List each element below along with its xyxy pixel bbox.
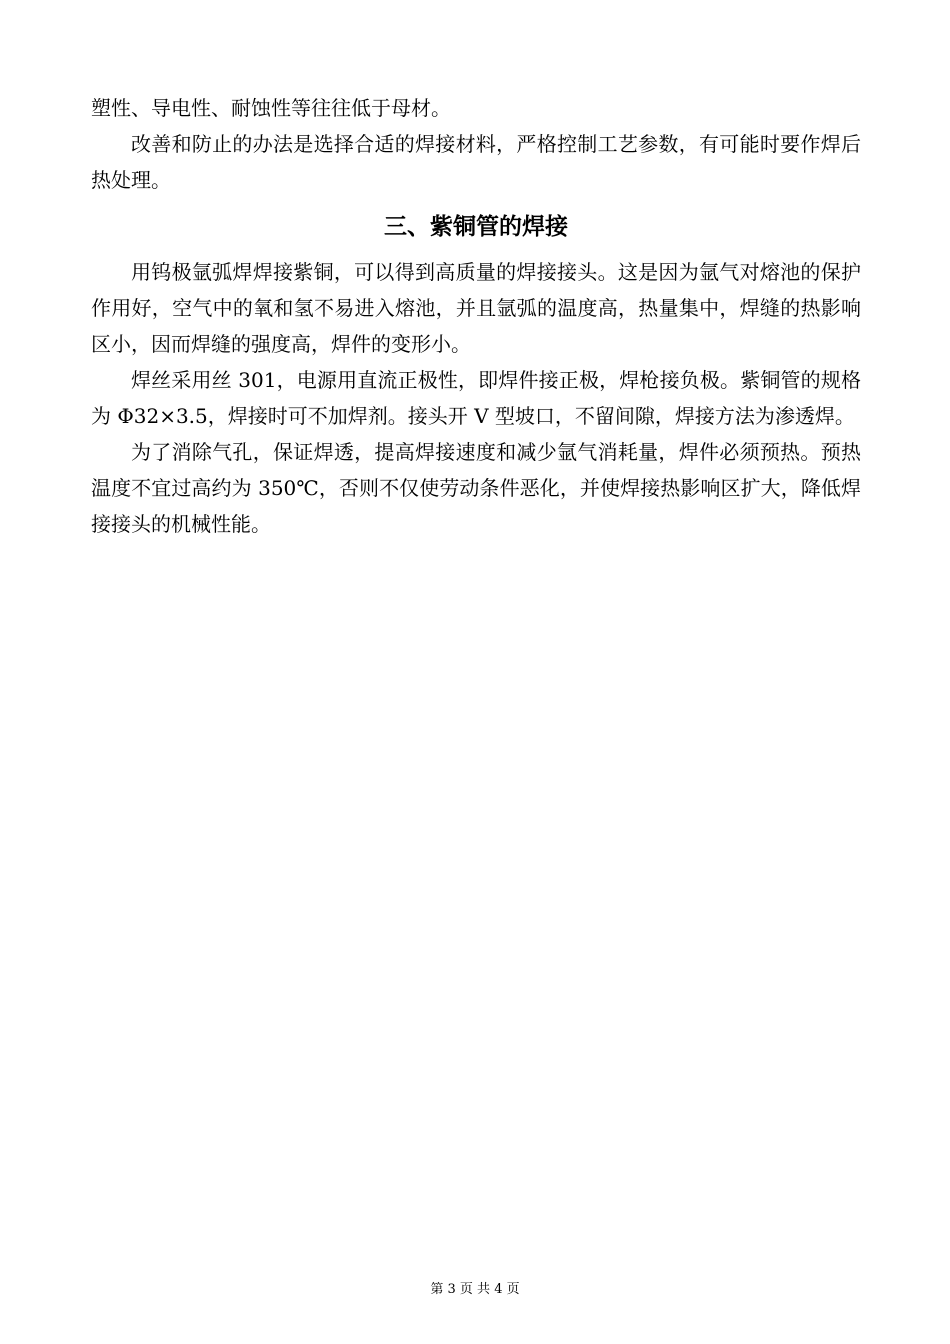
paragraph-remedy: 改善和防止的办法是选择合适的焊接材料，严格控制工艺参数，有可能时要作焊后热处理。: [91, 132, 861, 192]
paragraph-wire-spec: 焊丝采用丝 301，电源用直流正极性，即焊件接正极，焊枪接负极。紫铜管的规格为 Φ32×3.5，焊接时可不加焊剂。接头开 V 型坡口，不留间隙，焊接方法为渗透焊。: [91, 368, 861, 428]
paragraph-tig-welding: 用钨极氩弧焊焊接紫铜，可以得到高质量的焊接接头。这是因为氩气对熔池的保护作用好，空气中的氧和氢不易进入熔池，并且氩弧的温度高，热量集中，焊缝的热影响区小，因而焊缝的强度高，焊件的变形小。: [91, 260, 861, 356]
section-heading: 三、紫铜管的焊接: [384, 214, 568, 240]
document-page: [91, 90, 861, 542]
paragraph-preheat: 为了消除气孔，保证焊透，提高焊接速度和减少氩气消耗量，焊件必须预热。预热温度不宜过高约为 350℃，否则不仅使劳动条件恶化，并使焊接热影响区扩大，降低焊接接头的机械性能。: [91, 440, 861, 536]
page-footer: 第 3 页 共 4 页: [430, 1282, 520, 1297]
paragraph-continuation: 塑性、导电性、耐蚀性等往往低于母材。: [91, 96, 451, 120]
